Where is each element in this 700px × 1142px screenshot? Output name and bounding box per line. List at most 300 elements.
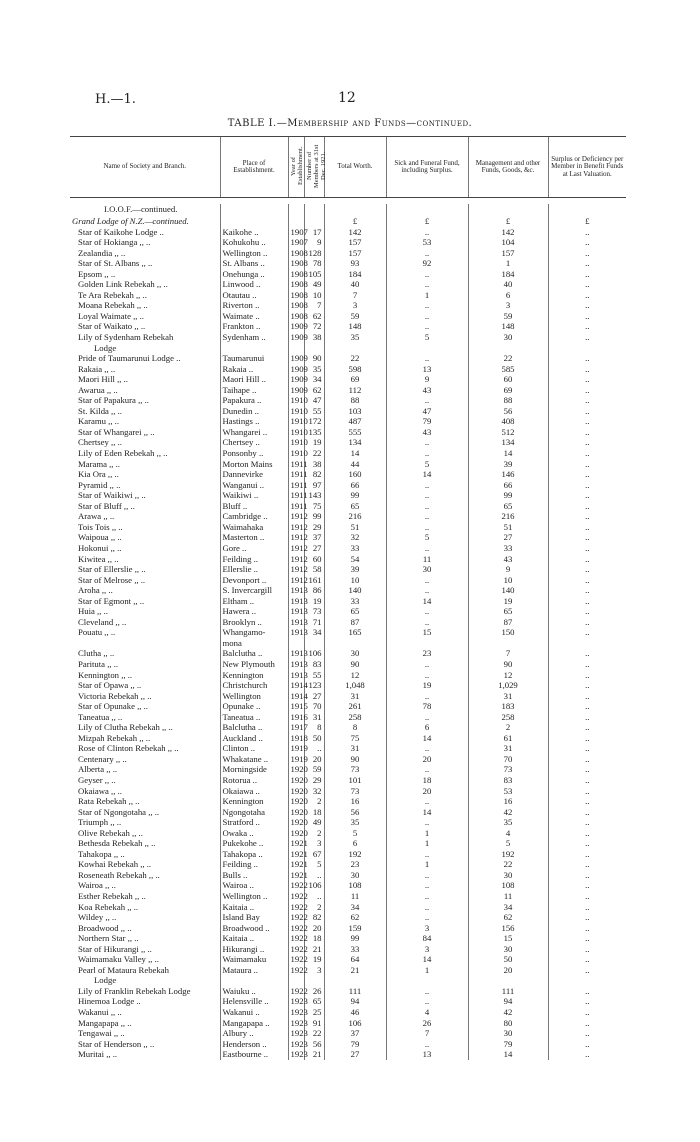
- year-established-cell: 1923: [288, 1049, 304, 1060]
- surplus-per-member-cell: ..: [548, 564, 626, 575]
- society-name-cell: Karamu ,, ..: [78, 416, 120, 427]
- member-count-cell: 27: [304, 691, 324, 702]
- management-funds-cell: 65: [468, 606, 548, 617]
- management-funds-cell: 34: [468, 902, 548, 913]
- total-worth-cell: 598: [324, 364, 386, 375]
- sick-funeral-fund-cell: ..: [386, 321, 468, 332]
- sick-funeral-fund-cell: 6: [386, 722, 468, 733]
- society-name-cell: Pyramid ,, ..: [78, 479, 121, 490]
- place-of-establishment-cell: Waikiwi ..: [220, 490, 288, 501]
- total-worth-cell: 35: [324, 332, 386, 343]
- member-count-cell: 3: [304, 965, 324, 976]
- society-name-cell: Star of Whangarei ,, ..: [78, 426, 155, 437]
- year-established-cell: 1912: [288, 575, 304, 586]
- total-worth-cell: 87: [324, 617, 386, 628]
- place-of-establishment-cell: Waimate ..: [220, 311, 288, 322]
- table-row: [70, 712, 626, 723]
- member-count-cell: 55: [304, 406, 324, 417]
- sick-funeral-fund-cell: 43: [386, 385, 468, 396]
- place-of-establishment-cell: Tahakopa ..: [220, 849, 288, 860]
- total-worth-cell: 59: [324, 311, 386, 322]
- year-established-cell: 1910: [288, 395, 304, 406]
- management-funds-cell: 30: [468, 1028, 548, 1039]
- table-row: [70, 828, 626, 839]
- society-name-cell: Marama ,, ..: [78, 458, 120, 469]
- society-name-cell: Taneatua ,, ..: [78, 711, 123, 722]
- member-count-cell: 123: [304, 680, 324, 691]
- management-funds-cell: 22: [468, 353, 548, 364]
- total-worth-cell: 261: [324, 701, 386, 712]
- place-of-establishment-cell: Feilding ..: [220, 859, 288, 870]
- surplus-per-member-cell: [548, 975, 626, 986]
- member-count-cell: 22: [304, 448, 324, 459]
- place-of-establishment-cell: New Plymouth: [220, 659, 288, 670]
- management-funds-cell: 3: [468, 300, 548, 311]
- total-worth-cell: 46: [324, 1007, 386, 1018]
- table-row: [70, 258, 626, 269]
- total-worth-cell: 37: [324, 1028, 386, 1039]
- place-of-establishment-cell: Kennington: [220, 796, 288, 807]
- management-funds-cell: 9: [468, 564, 548, 575]
- society-name-cell: Bethesda Rebekah ,, ..: [78, 838, 156, 849]
- sick-funeral-fund-cell: 20: [386, 754, 468, 765]
- sick-funeral-fund-cell: ..: [386, 448, 468, 459]
- society-name-cell: Koa Rebekah ,, ..: [78, 901, 139, 912]
- table-row: [70, 870, 626, 881]
- place-of-establishment-cell: Wellington ..: [220, 248, 288, 259]
- surplus-per-member-cell: ..: [548, 406, 626, 417]
- table-row: [70, 617, 626, 628]
- total-worth-cell: 3: [324, 300, 386, 311]
- place-of-establishment-cell: Wellington: [220, 691, 288, 702]
- total-worth-cell: 1,048: [324, 680, 386, 691]
- unit-total: £: [324, 215, 386, 227]
- place-of-establishment-cell: Okaiawa ..: [220, 786, 288, 797]
- year-established-cell: 1920: [288, 817, 304, 828]
- total-worth-cell: [324, 975, 386, 986]
- place-of-establishment-cell: Dannevirke: [220, 469, 288, 480]
- management-funds-cell: 184: [468, 269, 548, 280]
- society-name-cell: Okaiawa ,, ..: [78, 785, 122, 796]
- management-funds-cell: 33: [468, 543, 548, 554]
- total-worth-cell: 30: [324, 870, 386, 881]
- sick-funeral-fund-cell: 1: [386, 290, 468, 301]
- year-established-cell: 1912: [288, 564, 304, 575]
- management-funds-cell: 51: [468, 522, 548, 533]
- management-funds-cell: 183: [468, 701, 548, 712]
- total-worth-cell: 487: [324, 416, 386, 427]
- year-established-cell: 1908: [288, 258, 304, 269]
- sick-funeral-fund-cell: ..: [386, 817, 468, 828]
- section-order-text: I.O.O.F.—continued.: [104, 204, 178, 214]
- management-funds-cell: 88: [468, 395, 548, 406]
- total-worth-cell: 16: [324, 796, 386, 807]
- sick-funeral-fund-cell: ..: [386, 585, 468, 596]
- year-established-cell: 1922: [288, 912, 304, 923]
- year-established-cell: 1917: [288, 722, 304, 733]
- year-established-cell: 1909: [288, 332, 304, 343]
- member-count-cell: [304, 343, 324, 354]
- surplus-per-member-cell: ..: [548, 944, 626, 955]
- member-count-cell: 34: [304, 627, 324, 638]
- management-funds-cell: 140: [468, 585, 548, 596]
- table-row: [70, 364, 626, 375]
- place-of-establishment-cell: Wakanui ..: [220, 1007, 288, 1018]
- management-funds-cell: 35: [468, 817, 548, 828]
- table-row: [70, 722, 626, 733]
- place-of-establishment-cell: Stratford ..: [220, 817, 288, 828]
- sick-funeral-fund-cell: [386, 343, 468, 354]
- surplus-per-member-cell: ..: [548, 933, 626, 944]
- total-worth-cell: 39: [324, 564, 386, 575]
- year-established-cell: 1922: [288, 944, 304, 955]
- place-of-establishment-cell: Eltham ..: [220, 596, 288, 607]
- member-count-cell: ..: [304, 891, 324, 902]
- member-count-cell: 97: [304, 480, 324, 491]
- place-of-establishment-cell: Riverton ..: [220, 300, 288, 311]
- place-of-establishment-cell: Mataura ..: [220, 965, 288, 976]
- year-established-cell: 1913: [288, 596, 304, 607]
- place-of-establishment-cell: Morton Mains: [220, 459, 288, 470]
- surplus-per-member-cell: ..: [548, 364, 626, 375]
- table-row: [70, 944, 626, 955]
- member-count-cell: 29: [304, 775, 324, 786]
- sick-funeral-fund-cell: 26: [386, 1018, 468, 1029]
- management-funds-cell: 99: [468, 490, 548, 501]
- sick-funeral-fund-cell: 15: [386, 627, 468, 638]
- sick-funeral-fund-cell: 43: [386, 427, 468, 438]
- table-row: [70, 248, 626, 259]
- total-worth-cell: 90: [324, 754, 386, 765]
- society-name-cell: Centenary ,, ..: [78, 753, 127, 764]
- table-row: [70, 954, 626, 965]
- society-name-cell: Tois Tois ,, ..: [78, 521, 123, 532]
- surplus-per-member-cell: ..: [548, 543, 626, 554]
- total-worth-cell: 33: [324, 596, 386, 607]
- sick-funeral-fund-cell: ..: [386, 522, 468, 533]
- total-worth-cell: 73: [324, 786, 386, 797]
- table-row: [70, 764, 626, 775]
- management-funds-cell: 1,029: [468, 680, 548, 691]
- society-name-cell: Lily of Franklin Rebekah Lodge: [78, 985, 191, 996]
- sick-funeral-fund-cell: 14: [386, 596, 468, 607]
- surplus-per-member-cell: ..: [548, 764, 626, 775]
- surplus-per-member-cell: ..: [548, 237, 626, 248]
- sick-funeral-fund-cell: ..: [386, 311, 468, 322]
- member-count-cell: 161: [304, 575, 324, 586]
- society-name-cell: Pride of Taumarunui Lodge ..: [78, 353, 181, 364]
- total-worth-cell: 101: [324, 775, 386, 786]
- col-header-sick: Sick and Funeral Fund, including Surplus.: [386, 137, 468, 198]
- year-established-cell: 1910: [288, 416, 304, 427]
- sick-funeral-fund-cell: 3: [386, 944, 468, 955]
- management-funds-cell: 4: [468, 828, 548, 839]
- surplus-per-member-cell: ..: [548, 743, 626, 754]
- society-name-cell: Star of Opawa ,, ..: [78, 680, 142, 691]
- management-funds-cell: 12: [468, 670, 548, 681]
- member-count-cell: 19: [304, 437, 324, 448]
- member-count-cell: 5: [304, 859, 324, 870]
- society-name-cell: Mizpah Rebekah ,, ..: [78, 732, 151, 743]
- member-count-cell: 2: [304, 828, 324, 839]
- total-worth-cell: 31: [324, 743, 386, 754]
- total-worth-cell: 75: [324, 733, 386, 744]
- sick-funeral-fund-cell: 53: [386, 237, 468, 248]
- place-of-establishment-cell: Taumarunui: [220, 353, 288, 364]
- table-row: [70, 902, 626, 913]
- place-of-establishment-cell: Ponsonby ..: [220, 448, 288, 459]
- member-count-cell: 75: [304, 501, 324, 512]
- year-established-cell: 1919: [288, 754, 304, 765]
- year-established-cell: 1920: [288, 764, 304, 775]
- total-worth-cell: 140: [324, 585, 386, 596]
- management-funds-cell: 94: [468, 996, 548, 1007]
- society-name-cell: Star of Melrose ,, ..: [78, 574, 146, 585]
- place-of-establishment-cell: Whangamo-: [220, 627, 288, 638]
- management-funds-cell: 258: [468, 712, 548, 723]
- surplus-per-member-cell: ..: [548, 648, 626, 659]
- surplus-per-member-cell: ..: [548, 596, 626, 607]
- total-worth-cell: [324, 638, 386, 649]
- member-count-cell: 22: [304, 1028, 324, 1039]
- member-count-cell: 9: [304, 237, 324, 248]
- surplus-per-member-cell: ..: [548, 437, 626, 448]
- management-funds-cell: 60: [468, 374, 548, 385]
- sick-funeral-fund-cell: ..: [386, 279, 468, 290]
- year-established-cell: 1922: [288, 902, 304, 913]
- table-row: [70, 416, 626, 427]
- surplus-per-member-cell: ..: [548, 954, 626, 965]
- table-row: [70, 1049, 626, 1060]
- society-name-cell: Tengawai ,, ..: [78, 1028, 125, 1039]
- sick-funeral-fund-cell: 7: [386, 1028, 468, 1039]
- sick-funeral-fund-cell: ..: [386, 511, 468, 522]
- member-count-cell: 106: [304, 648, 324, 659]
- management-funds-cell: 11: [468, 891, 548, 902]
- total-worth-cell: 93: [324, 258, 386, 269]
- management-funds-cell: 30: [468, 870, 548, 881]
- surplus-per-member-cell: ..: [548, 627, 626, 638]
- management-funds-cell: 90: [468, 659, 548, 670]
- year-established-cell: 1922: [288, 965, 304, 976]
- sick-funeral-fund-cell: 1: [386, 828, 468, 839]
- management-funds-cell: 14: [468, 1049, 548, 1060]
- place-of-establishment-cell: Maori Hill ..: [220, 374, 288, 385]
- table-row: [70, 796, 626, 807]
- society-name-cell: Geyser ,, ..: [78, 774, 116, 785]
- section-order-row: [70, 204, 626, 215]
- table-row: [70, 849, 626, 860]
- management-funds-cell: 14: [468, 448, 548, 459]
- surplus-per-member-cell: ..: [548, 680, 626, 691]
- total-worth-cell: 6: [324, 838, 386, 849]
- year-established-cell: 1921: [288, 838, 304, 849]
- society-name-cell: Cleveland ,, ..: [78, 616, 127, 627]
- surplus-per-member-cell: ..: [548, 807, 626, 818]
- total-worth-cell: 79: [324, 1039, 386, 1050]
- year-established-cell: 1920: [288, 775, 304, 786]
- sick-funeral-fund-cell: ..: [386, 353, 468, 364]
- place-of-establishment-cell: Linwood ..: [220, 279, 288, 290]
- year-established-cell: 1911: [288, 501, 304, 512]
- table-header-row: [70, 137, 626, 198]
- total-worth-cell: 14: [324, 448, 386, 459]
- table-row: [70, 838, 626, 849]
- total-worth-cell: 160: [324, 469, 386, 480]
- member-count-cell: 10: [304, 290, 324, 301]
- surplus-per-member-cell: ..: [548, 321, 626, 332]
- place-of-establishment-cell: Bulls ..: [220, 870, 288, 881]
- society-name-cell: Star of Egmont ,, ..: [78, 595, 145, 606]
- member-count-cell: ..: [304, 870, 324, 881]
- table-title-main: TABLE I.: [227, 118, 277, 129]
- surplus-per-member-cell: ..: [548, 659, 626, 670]
- surplus-per-member-cell: ..: [548, 923, 626, 934]
- management-funds-cell: 61: [468, 733, 548, 744]
- member-count-cell: 83: [304, 659, 324, 670]
- year-established-cell: 1909: [288, 321, 304, 332]
- management-funds-cell: [468, 638, 548, 649]
- total-worth-cell: 23: [324, 859, 386, 870]
- sick-funeral-fund-cell: 5: [386, 459, 468, 470]
- sick-funeral-fund-cell: 5: [386, 532, 468, 543]
- sick-funeral-fund-cell: 92: [386, 258, 468, 269]
- surplus-per-member-cell: ..: [548, 965, 626, 976]
- table-row: [70, 374, 626, 385]
- society-name-cell: Loyal Waimate ,, ..: [78, 310, 144, 321]
- management-funds-cell: 512: [468, 427, 548, 438]
- place-of-establishment-cell: Pukekohe ..: [220, 838, 288, 849]
- member-count-cell: 18: [304, 807, 324, 818]
- surplus-per-member-cell: ..: [548, 227, 626, 238]
- society-name-cell: Arawa ,, ..: [78, 511, 115, 522]
- table-row: [70, 986, 626, 997]
- unit-mgmt: £: [468, 215, 548, 227]
- total-worth-cell: 40: [324, 279, 386, 290]
- surplus-per-member-cell: ..: [548, 427, 626, 438]
- management-funds-cell: 22: [468, 859, 548, 870]
- year-established-cell: 1912: [288, 522, 304, 533]
- table-row: [70, 933, 626, 944]
- total-worth-cell: 27: [324, 1049, 386, 1060]
- surplus-per-member-cell: ..: [548, 796, 626, 807]
- sick-funeral-fund-cell: ..: [386, 437, 468, 448]
- table-row: [70, 395, 626, 406]
- year-established-cell: 1914: [288, 691, 304, 702]
- year-established-cell: 1907: [288, 227, 304, 238]
- place-of-establishment-cell: Devonport ..: [220, 575, 288, 586]
- year-established-cell: 1912: [288, 543, 304, 554]
- surplus-per-member-cell: ..: [548, 859, 626, 870]
- surplus-per-member-cell: ..: [548, 448, 626, 459]
- sick-funeral-fund-cell: ..: [386, 712, 468, 723]
- table-row: [70, 343, 626, 354]
- total-worth-cell: 12: [324, 670, 386, 681]
- year-established-cell: 1922: [288, 986, 304, 997]
- sick-funeral-fund-cell: ..: [386, 996, 468, 1007]
- surplus-per-member-cell: ..: [548, 1018, 626, 1029]
- total-worth-cell: 148: [324, 321, 386, 332]
- place-of-establishment-cell: [220, 975, 288, 986]
- management-funds-cell: 192: [468, 849, 548, 860]
- management-funds-cell: 156: [468, 923, 548, 934]
- member-count-cell: 56: [304, 1039, 324, 1050]
- surplus-per-member-cell: ..: [548, 849, 626, 860]
- year-established-cell: 1923: [288, 1007, 304, 1018]
- member-count-cell: 82: [304, 912, 324, 923]
- table-row: [70, 638, 626, 649]
- management-funds-cell: 5: [468, 838, 548, 849]
- society-name-cell: Star of Hikurangi ,, ..: [78, 943, 152, 954]
- management-funds-cell: 30: [468, 944, 548, 955]
- place-of-establishment-cell: Cambridge ..: [220, 511, 288, 522]
- place-of-establishment-cell: Hastings ..: [220, 416, 288, 427]
- sick-funeral-fund-cell: ..: [386, 480, 468, 491]
- table-row: [70, 459, 626, 470]
- place-of-establishment-cell: Otautau ..: [220, 290, 288, 301]
- sick-funeral-fund-cell: 1: [386, 859, 468, 870]
- total-worth-cell: 10: [324, 575, 386, 586]
- year-established-cell: 1921: [288, 870, 304, 881]
- table-row: [70, 965, 626, 976]
- place-of-establishment-cell: Hawera ..: [220, 606, 288, 617]
- surplus-per-member-cell: ..: [548, 490, 626, 501]
- surplus-per-member-cell: ..: [548, 416, 626, 427]
- society-name-cell: Lily of Eden Rebekah ,, ..: [78, 448, 168, 459]
- table-row: [70, 859, 626, 870]
- table-row: [70, 743, 626, 754]
- member-count-cell: 62: [304, 311, 324, 322]
- sick-funeral-fund-cell: 14: [386, 469, 468, 480]
- management-funds-cell: 157: [468, 248, 548, 259]
- total-worth-cell: 31: [324, 691, 386, 702]
- member-count-cell: 49: [304, 817, 324, 828]
- society-name-cell: Star of Waikato ,, ..: [78, 321, 146, 332]
- society-name-cell: Star of Ellerslie ,, ..: [78, 564, 146, 575]
- year-established-cell: 1920: [288, 807, 304, 818]
- sick-funeral-fund-cell: ..: [386, 986, 468, 997]
- member-count-cell: 91: [304, 1018, 324, 1029]
- total-worth-cell: 65: [324, 501, 386, 512]
- society-name-cell: Pouatu ,, ..: [78, 627, 116, 638]
- surplus-per-member-cell: ..: [548, 754, 626, 765]
- year-established-cell: 1913: [288, 585, 304, 596]
- society-name-cell: Star of Papakura ,, ..: [78, 395, 149, 406]
- member-count-cell: 8: [304, 722, 324, 733]
- management-funds-cell: 87: [468, 617, 548, 628]
- place-of-establishment-cell: Balclutha ..: [220, 722, 288, 733]
- management-funds-cell: 150: [468, 627, 548, 638]
- table-row: [70, 490, 626, 501]
- year-established-cell: 1914: [288, 680, 304, 691]
- society-name-cell: Wairoa ,, ..: [78, 880, 116, 891]
- sick-funeral-fund-cell: 47: [386, 406, 468, 417]
- place-of-establishment-cell: Clinton ..: [220, 743, 288, 754]
- total-worth-cell: 5: [324, 828, 386, 839]
- section-lodge-text: Grand Lodge of N.Z.—continued.: [72, 215, 189, 226]
- society-name-cell: Kia Ora ,, ..: [78, 469, 119, 480]
- member-count-cell: 38: [304, 459, 324, 470]
- society-name-cell: Te Ara Rebekah ,, ..: [78, 289, 147, 300]
- sick-funeral-fund-cell: ..: [386, 743, 468, 754]
- place-of-establishment-cell: Island Bay: [220, 912, 288, 923]
- society-name-cell: Lily of Clutha Rebekah ,, ..: [78, 722, 173, 733]
- place-of-establishment-cell: Kennington: [220, 670, 288, 681]
- member-count-cell: 29: [304, 522, 324, 533]
- member-count-cell: 65: [304, 996, 324, 1007]
- table-row: [70, 701, 626, 712]
- surplus-per-member-cell: ..: [548, 1039, 626, 1050]
